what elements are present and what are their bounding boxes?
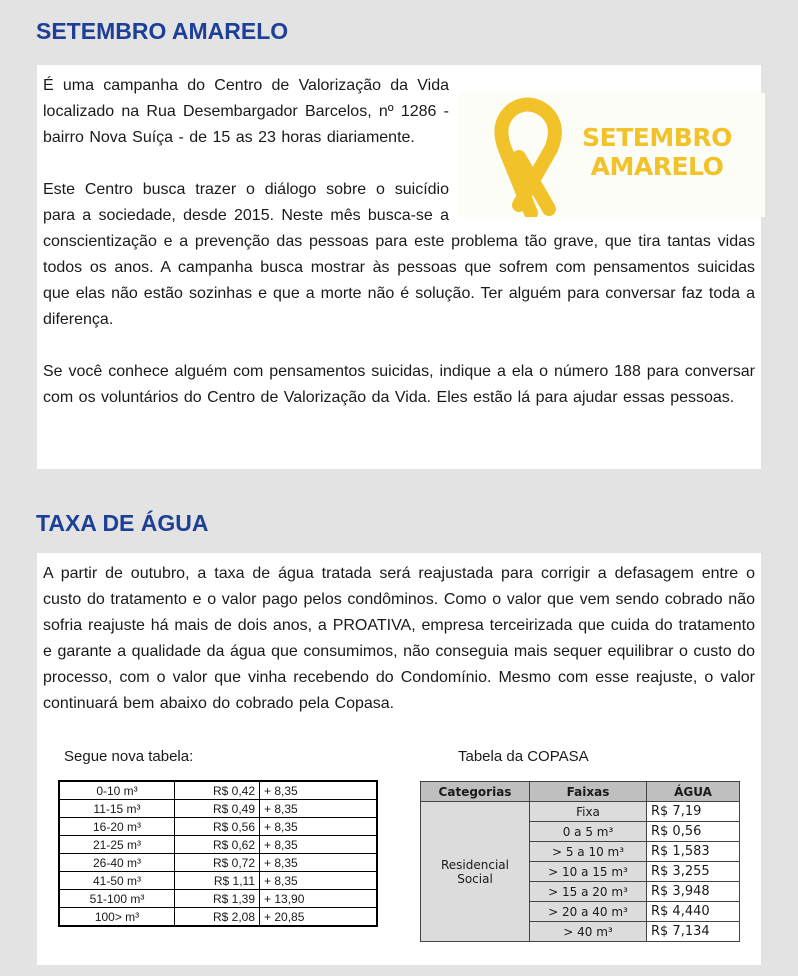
- valor-cell: R$ 0,62: [175, 836, 260, 854]
- table-row: [59, 872, 377, 890]
- agua-cell: R$ 1,583: [647, 842, 740, 862]
- nova-tabela: [58, 780, 378, 927]
- faixa-cell: 100> m³: [59, 908, 175, 927]
- logo-line-2: AMARELO: [590, 152, 724, 181]
- agua-cell: R$ 7,134: [647, 922, 740, 942]
- valor-cell: R$ 0,49: [175, 800, 260, 818]
- logo-text: [577, 123, 737, 181]
- valor-cell: R$ 1,39: [175, 890, 260, 908]
- faixa-cell: 11-15 m³: [59, 800, 175, 818]
- agua-cell: R$ 3,948: [647, 882, 740, 902]
- extra-cell: + 8,35: [260, 854, 378, 872]
- table-row: [59, 800, 377, 818]
- agua-cell: R$ 3,255: [647, 862, 740, 882]
- agua-paragraph-1: A partir de outubro, a taxa de água tratada será reajustada para corrigir a defasagem entre o custo do tratamento e o valor pago pelos condôminos. Como o valor que vem sendo cobrado não sofria reajuste há mais de dois anos, a PROATIVA, empresa terceirizada que cuida do tratamento e garante a qualidade da água que consumimos, não conseguia mais sequer equilibrar o custo do processo, com o valor que vinha recebendo do Condomínio. Mesmo com esse reajuste, o valor continuará bem abaixo do cobrado pela Copasa.: [43, 565, 755, 712]
- extra-cell: + 8,35: [260, 781, 378, 800]
- faixa-cell: > 5 a 10 m³: [530, 842, 647, 862]
- faixa-cell: 0 a 5 m³: [530, 822, 647, 842]
- extra-cell: + 13,90: [260, 890, 378, 908]
- setembro-card: [37, 65, 761, 469]
- setembro-paragraph-1: É uma campanha do Centro de Valorização da Vida localizado na Rua Desembargador Barcelos, nº 1286 - bairro Nova Suíça - de 15 as 23 horas diariamente.: [43, 77, 449, 146]
- table-row: [59, 818, 377, 836]
- faixa-cell: 26-40 m³: [59, 854, 175, 872]
- valor-cell: R$ 0,56: [175, 818, 260, 836]
- faixa-cell: > 10 a 15 m³: [530, 862, 647, 882]
- valor-cell: R$ 0,42: [175, 781, 260, 800]
- table-row: [59, 908, 377, 927]
- setembro-paragraph-3: Se você conhece alguém com pensamentos suicidas, indique a ela o número 188 para conversar com os voluntários do Centro de Valorização da Vida. Eles estão lá para ajudar essas pessoas.: [43, 363, 755, 406]
- faixa-cell: 0-10 m³: [59, 781, 175, 800]
- valor-cell: R$ 0,72: [175, 854, 260, 872]
- copasa-header-categorias: Categorias: [421, 782, 530, 802]
- setembro-paragraph-2: Este Centro busca trazer o diálogo sobre o suicídio para a sociedade, desde 2015. Neste mês busca-se a conscientização e a prevenção das pessoas para este problema tão grave, que tira tantas vidas todos os anos. A campanha busca mostrar às pessoas que sofrem com pensamentos suicidas que elas não estão sozinhas e que a morte não é solução. Ter alguém para conversar faz toda a diferença.: [43, 181, 755, 328]
- categoria-cell: Residencial Social: [421, 802, 530, 942]
- setembro-amarelo-logo: [459, 93, 765, 217]
- extra-cell: + 8,35: [260, 800, 378, 818]
- agua-cell: R$ 4,440: [647, 902, 740, 922]
- faixa-cell: 51-100 m³: [59, 890, 175, 908]
- table-row: [59, 781, 377, 800]
- section-title-setembro: SETEMBRO AMARELO: [36, 18, 289, 44]
- faixa-cell: > 40 m³: [530, 922, 647, 942]
- faixa-cell: > 20 a 40 m³: [530, 902, 647, 922]
- valor-cell: R$ 2,08: [175, 908, 260, 927]
- copasa-tabela-caption: Tabela da COPASA: [458, 748, 589, 765]
- extra-cell: + 20,85: [260, 908, 378, 927]
- faixa-cell: 41-50 m³: [59, 872, 175, 890]
- section-title-agua: TAXA DE ÁGUA: [36, 510, 209, 536]
- faixa-cell: 16-20 m³: [59, 818, 175, 836]
- faixa-cell: > 15 a 20 m³: [530, 882, 647, 902]
- valor-cell: R$ 1,11: [175, 872, 260, 890]
- table-row: [59, 890, 377, 908]
- extra-cell: + 8,35: [260, 836, 378, 854]
- table-row: [59, 854, 377, 872]
- logo-line-1: SETEMBRO: [582, 123, 732, 152]
- copasa-tabela: [420, 781, 740, 942]
- copasa-header-agua: ÁGUA: [647, 782, 740, 802]
- table-row: [59, 836, 377, 854]
- nova-tabela-caption: Segue nova tabela:: [64, 748, 194, 765]
- faixa-cell: Fixa: [530, 802, 647, 822]
- extra-cell: + 8,35: [260, 872, 378, 890]
- agua-cell: R$ 7,19: [647, 802, 740, 822]
- copasa-header-faixas: Faixas: [530, 782, 647, 802]
- faixa-cell: 21-25 m³: [59, 836, 175, 854]
- agua-cell: R$ 0,56: [647, 822, 740, 842]
- table-row: [421, 802, 740, 822]
- extra-cell: + 8,35: [260, 818, 378, 836]
